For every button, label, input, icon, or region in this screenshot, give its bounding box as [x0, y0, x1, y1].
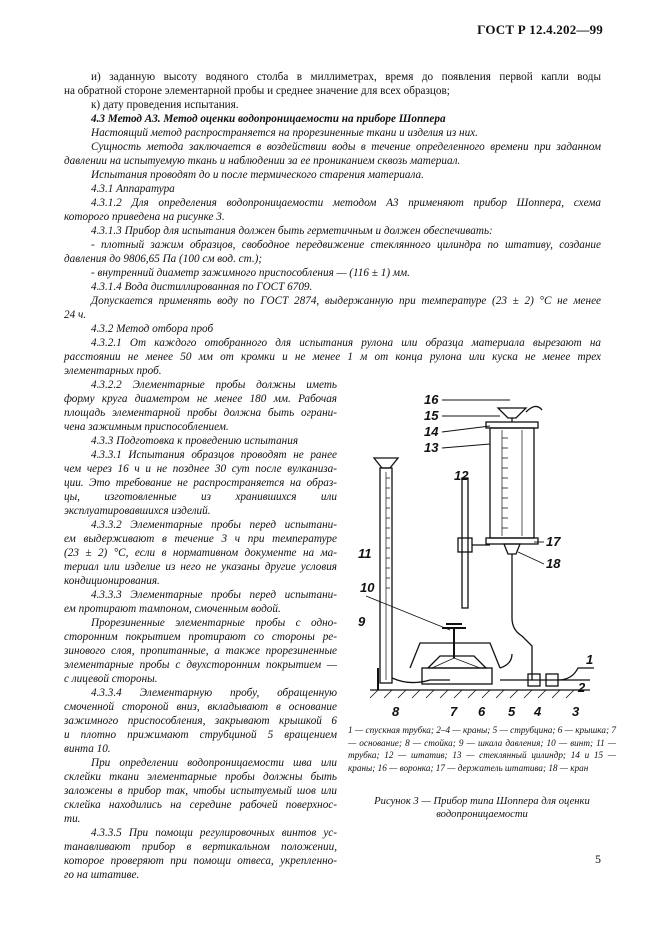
- text-line: 4.3.1.3 Прибор для испытания должен быть герметичным и должен обеспечивать:: [91, 225, 493, 237]
- left-column-line: склейки ткани элементарные пробы должны быть: [64, 771, 337, 783]
- figure-label-7: 7: [450, 704, 458, 719]
- clamp-arm: [500, 654, 512, 668]
- figure-label-2: 2: [578, 680, 586, 695]
- text-line: давлении на испытуемую ткань и наблюдении за ее прониканием сквозь материал.: [64, 155, 461, 167]
- left-column-line: форму круга диаметром не менее 180 мм. Рабочая: [64, 393, 337, 405]
- text-line: Настоящий метод распространяется на прорезиненные ткани и изделия из них.: [91, 127, 478, 139]
- tube-top-funnel: [374, 458, 398, 468]
- left-column-line: Прорезиненные элементарные пробы с одно-: [91, 617, 337, 629]
- figure-label-13: 13: [424, 440, 439, 455]
- left-column-line: зинового слоя, пропитанные, а также прорезиненные: [64, 645, 337, 657]
- left-column-line: танавливают прибор в вертикальном положении,: [64, 841, 337, 853]
- left-column-line: с лицевой стороны.: [64, 673, 158, 685]
- left-column-line: и плотно прижимают струбциной 5 вращением: [64, 729, 337, 741]
- funnel-16: [498, 408, 526, 418]
- page-number: 5: [595, 852, 601, 866]
- figure-label-14: 14: [424, 424, 439, 439]
- drain-pipe: [512, 554, 532, 680]
- left-column-line: 4.3.2.2 Элементарные пробы должны иметь: [91, 379, 337, 391]
- leader-13: [442, 444, 490, 448]
- left-column-line: площадь элементарной пробы должна быть ограни-: [64, 407, 337, 419]
- left-column-line: го на штативе.: [64, 869, 140, 881]
- cylinder-ticks: [502, 438, 508, 528]
- text-line: Сущность метода заключается в воздействии воды в течение определенного времени при заданном: [91, 141, 601, 153]
- text-line: 4.3.1.2 Для определения водопроницаемости методом А3 применяют прибор Шоппера, схема: [91, 197, 601, 209]
- figure-label-8: 8: [392, 704, 400, 719]
- leader-18: [518, 552, 544, 564]
- sample-membrane: [432, 658, 480, 668]
- text-line: Испытания проводят до и после термического старения материала.: [91, 169, 424, 181]
- figure-title: Рисунок 3 — Прибор типа Шоппера для оценки водопроницаемости: [374, 796, 590, 820]
- text-line: на обратной стороне элементарной пробы и среднее значение для всех образцов;: [64, 85, 450, 97]
- left-column-line: ем выдерживают в течение 3 ч при температуре: [64, 533, 337, 545]
- figure-label-17: 17: [546, 534, 561, 549]
- left-column-line: 4.3.3.3 Элементарные пробы перед испытани-: [91, 589, 337, 601]
- cylinder-cap-14: [486, 422, 538, 428]
- text-line: элементарных проб.: [64, 365, 162, 377]
- left-column-line: сторонним покрытием протирают со стороны ре-: [64, 631, 337, 643]
- text-line: и) заданную высоту водяного столба в миллиметрах, время до появления первой капли воды: [91, 71, 601, 83]
- left-column-line: 4.3.3.2 Элементарные пробы перед испытани-: [91, 519, 337, 531]
- subsection-heading: 4.3.2 Метод отбора проб: [91, 323, 214, 335]
- figure-label-5: 5: [508, 704, 516, 719]
- left-column-line: заложены в прибор так, чтобы испытуемый шов или: [64, 785, 337, 797]
- shopper-apparatus-figure: [350, 368, 612, 720]
- left-column-line: которое проверяют при помощи отвеса, укрепленно-: [64, 855, 337, 867]
- left-column-line: элементарные пробы с двухсторонним покрытием —: [64, 659, 337, 671]
- text-line: давления до 9806,65 Па (100 см вод. ст.);: [64, 253, 263, 265]
- text-line: - внутренний диаметр зажимного приспособления — (116 ± 1) мм.: [91, 267, 410, 279]
- tap-18: [504, 544, 520, 554]
- left-column-line: 4.3.3.4 Элементарную пробу, обращенную: [91, 687, 337, 699]
- figure-label-3: 3: [572, 704, 580, 719]
- glass-cylinder-13: [490, 428, 534, 538]
- left-column-line: смоченной стороной вниз, вкладывают в основание: [64, 701, 337, 713]
- subsection-heading: 4.3.1 Аппаратура: [91, 183, 175, 195]
- figure-label-9: 9: [358, 614, 366, 629]
- left-column-line: 4.3.3.1 Испытания образцов проводят не ранее: [91, 449, 337, 461]
- figure-label-16: 16: [424, 392, 439, 407]
- left-column-line: чена зажимным приспособлением.: [64, 421, 229, 433]
- left-column-line: цы, изготовленные из хранившихся или: [64, 491, 337, 503]
- text-line: 4.3.1.4 Вода дистиллированная по ГОСТ 6709.: [91, 281, 313, 293]
- figure-label-12: 12: [454, 468, 469, 483]
- left-column-line: ции. Это требование не распространяется на образ-: [64, 477, 337, 489]
- left-column-line: 4.3.3.5 При помощи регулировочных винтов ус-: [91, 827, 337, 839]
- leader-10: [366, 596, 450, 630]
- left-column-line: (23 ± 2) °С, если в нормативном документе на ма-: [64, 547, 337, 559]
- text-line: к) дату проведения испытания.: [91, 99, 239, 111]
- left-column-line: ем протирают тампоном, смоченным водой.: [64, 603, 281, 615]
- leader-14: [442, 426, 490, 432]
- holder-17: [458, 538, 472, 552]
- left-column-line: териал или изделие из него не указаны другие условия: [64, 561, 337, 573]
- text-line: расстоянии не менее 50 мм от кромки и не менее 1 м от конца рулона или куска не менее трех: [64, 351, 601, 363]
- left-column-line: кондиционирования.: [64, 575, 160, 587]
- figure-label-10: 10: [360, 580, 375, 595]
- figure-label-4: 4: [534, 704, 542, 719]
- figure-label-1: 1: [586, 652, 594, 667]
- scale-ticks: [386, 478, 390, 588]
- text-line: Допускается применять воду по ГОСТ 2874, выдержанную при температуре (23 ± 2) °С не менее: [91, 295, 601, 307]
- stand-12: [462, 478, 468, 608]
- text-line: которого приведена на рисунке 3.: [64, 211, 225, 223]
- cylinder-bottom: [486, 538, 538, 544]
- text-line: 24 ч.: [64, 309, 87, 321]
- screw-handle: [442, 624, 466, 628]
- left-column-line: винта 10.: [64, 743, 111, 755]
- figure-label-11: 11: [358, 546, 372, 561]
- section-heading: 4.3 Метод А3. Метод оценки водопроницаемости на приборе Шоппера: [91, 113, 446, 125]
- left-column-line: эксплуатировавшихся изделий.: [64, 505, 211, 517]
- tap-15-handle: [526, 406, 542, 412]
- text-line: - плотный зажим образцов, свободное передвижение стеклянного цилиндра по штативу, создание: [91, 239, 601, 251]
- figure-label-6: 6: [478, 704, 486, 719]
- base-hatching: [370, 690, 574, 698]
- left-column-line: склейка находились на середине рабочей поверхнос-: [64, 799, 337, 811]
- figure-label-18: 18: [546, 556, 561, 571]
- left-column-line: зажимного приспособления, закрывают крышкой 6: [64, 715, 337, 727]
- drain-tube-1: [558, 668, 594, 680]
- left-column-line: чем через 16 ч и не позднее 30 сут после вулканиза-: [64, 463, 337, 475]
- connecting-tube: [392, 678, 450, 683]
- subsection-heading: 4.3.3 Подготовка к проведению испытания: [91, 435, 299, 447]
- left-column-line: При определении водопроницаемости шва или: [91, 757, 337, 769]
- left-column-line: ти.: [64, 813, 81, 825]
- figure-caption: 1 — спускная трубка; 2–4 — краны; 5 — струбцина; 6 — крышка; 7 — основание; 8 — стойка; 9 — шкала давления; 10 — винт; 11 — трубка; 12 — штатив; 13 — стеклянный цилиндр; 14 и 15 — краны; 16 — воронка; 17 — держатель штатива; 18 — кран: [348, 725, 616, 773]
- text-line: 4.3.2.1 От каждого отобранного для испытания рулона или образца материала вырезают на: [91, 337, 601, 349]
- document-header: ГОСТ Р 12.4.202—99: [477, 22, 603, 37]
- base-7: [422, 668, 492, 684]
- figure-label-15: 15: [424, 408, 439, 423]
